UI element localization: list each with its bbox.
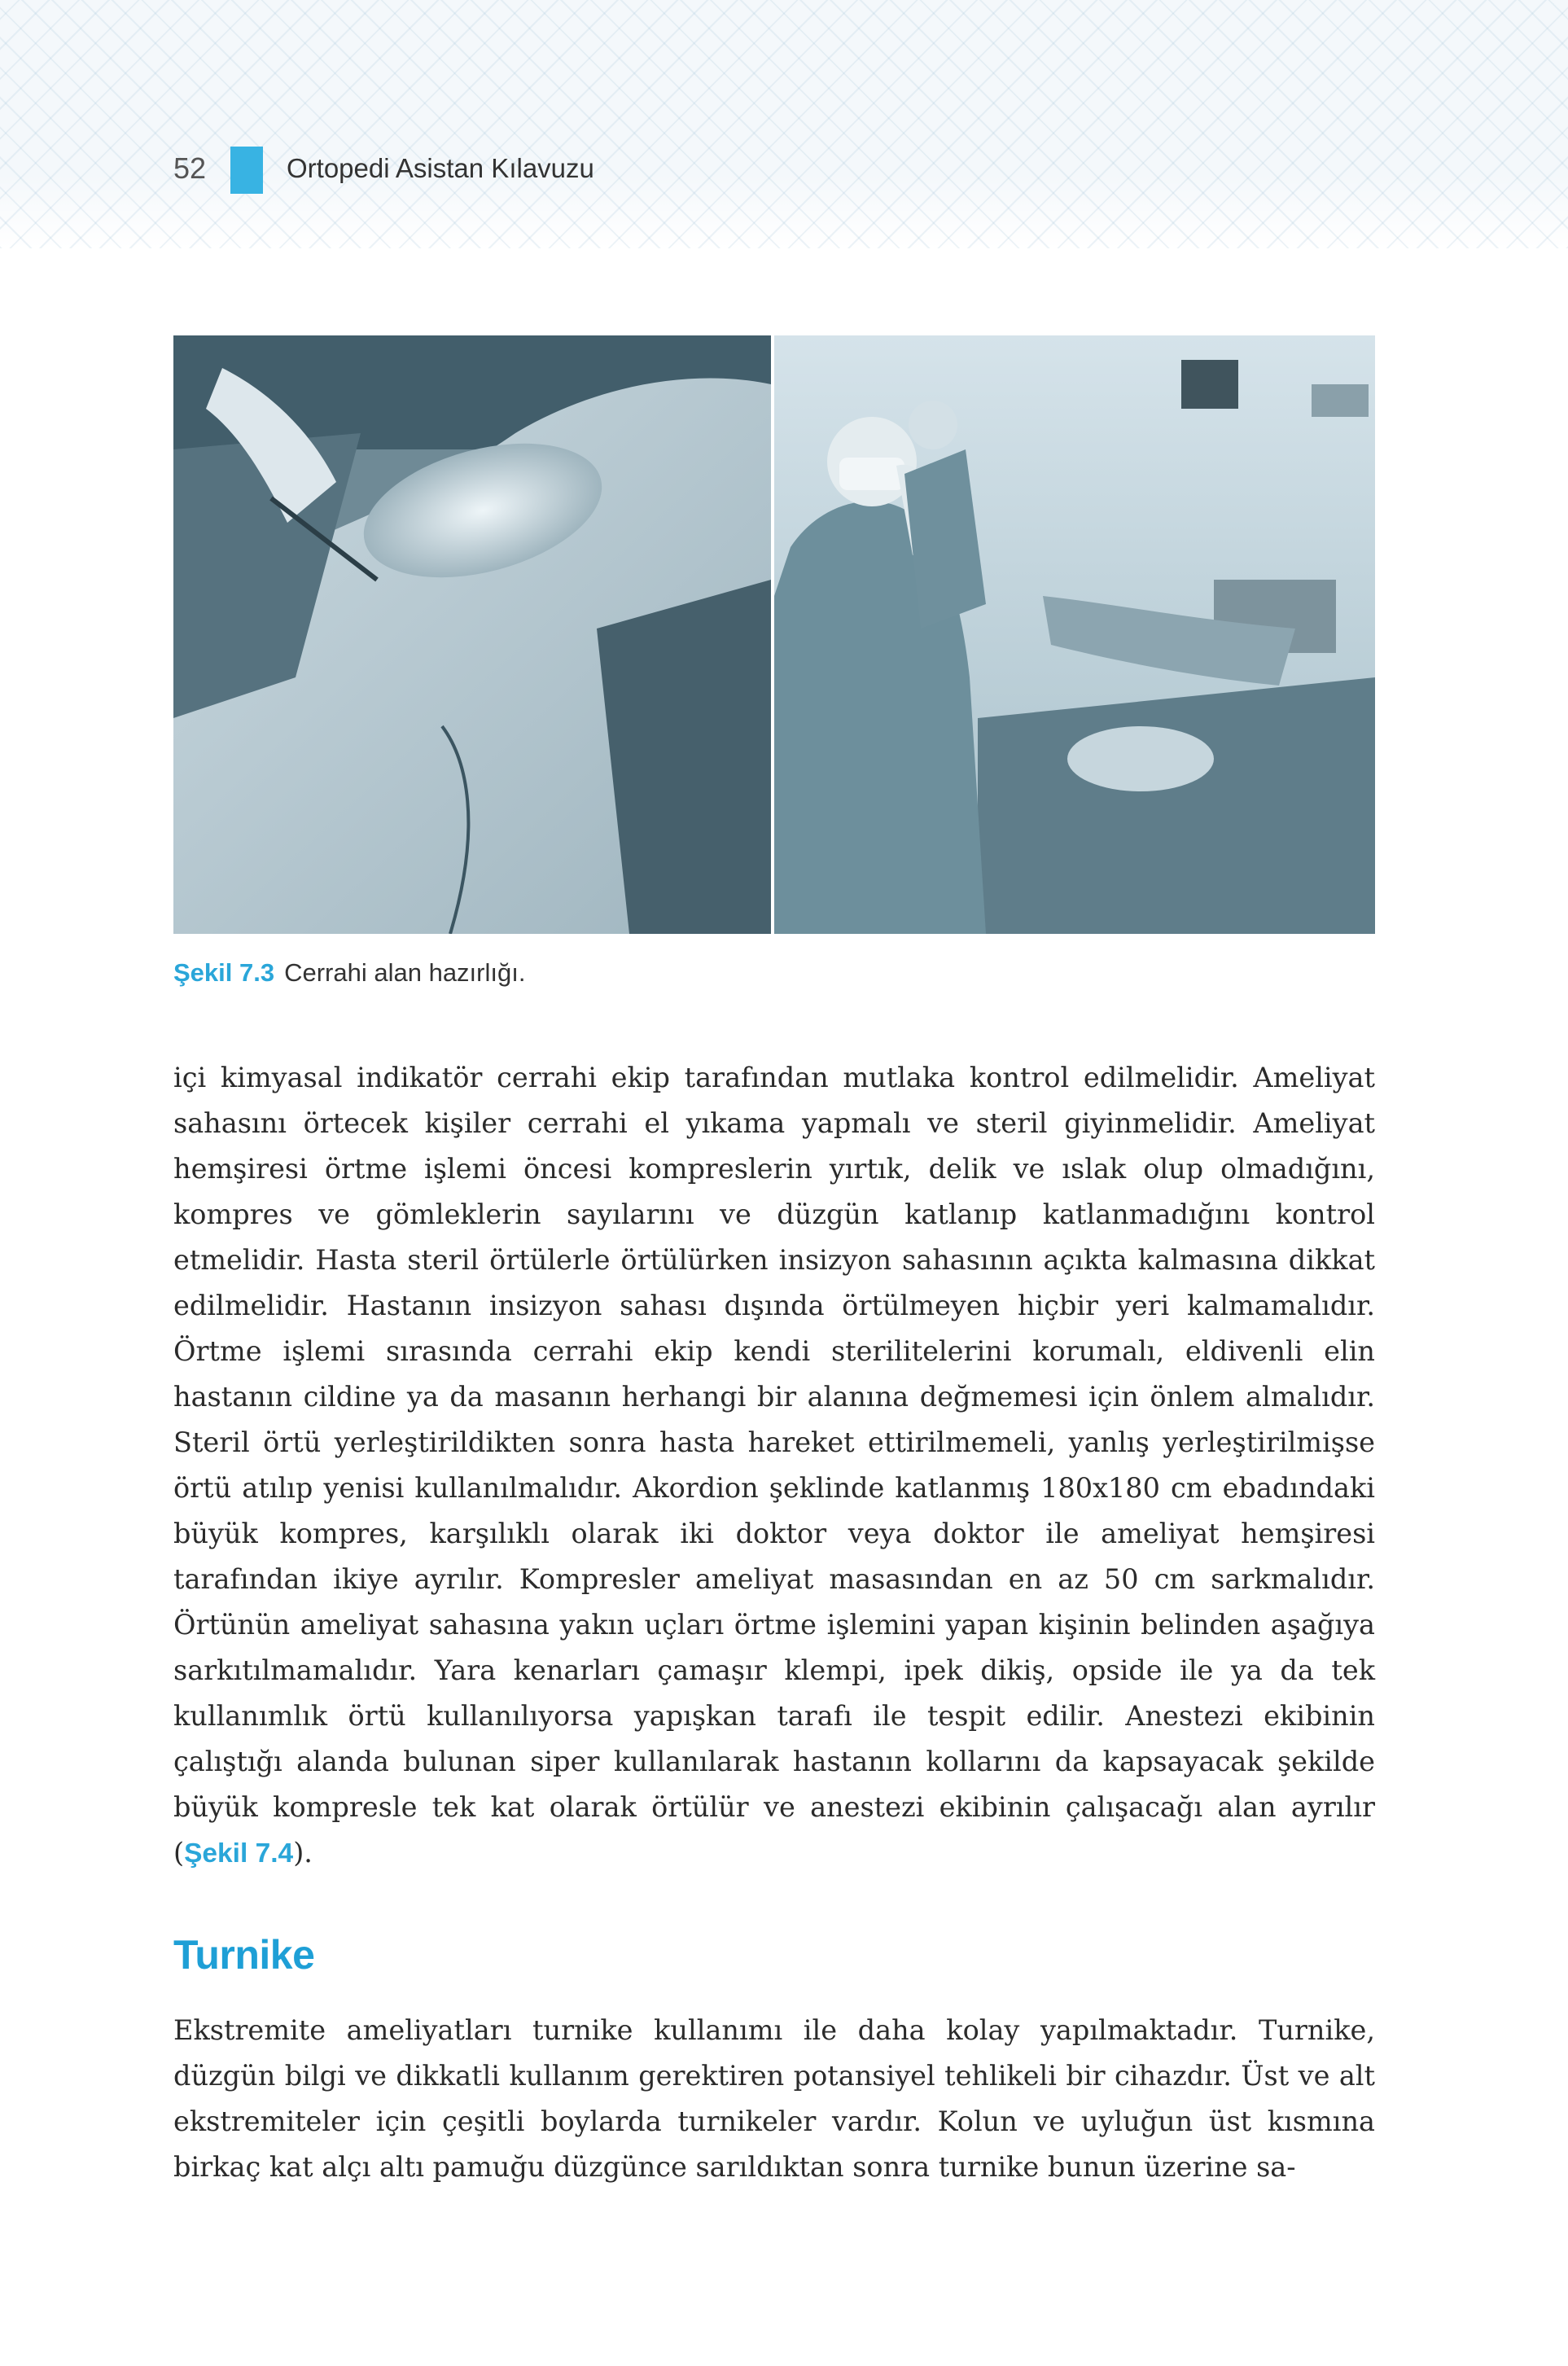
figure-photo-left bbox=[173, 335, 771, 934]
header-background bbox=[0, 0, 1568, 248]
paragraph-1-end: ). bbox=[293, 1837, 313, 1869]
page-number: 52 bbox=[173, 151, 207, 185]
figure-label: Şekil 7.3 bbox=[173, 958, 275, 987]
figure-photo-right bbox=[774, 335, 1375, 934]
header-accent-square bbox=[230, 147, 263, 194]
body-paragraph-2: Ekstremite ameliyatları turnike kullanımı ile daha kolay yapılmaktadır. Turnike, düzgün bilgi ve dikkatli kullanım gerektiren potansiyel tehlikeli bir cihazdır. Üst ve alt ekstremiteler için çeşitli boylarda turnikeler vardır. Kolun ve uyluğun üst kısmına birkaç kat alçı altı pamuğu düzgünce sarıldıktan sonra turnike bunun üzerine sa- bbox=[173, 2014, 1375, 2183]
running-title: Ortopedi Asistan Kılavuzu bbox=[287, 153, 594, 183]
paragraph-1-text: içi kimyasal indikatör cerrahi ekip tarafından mutlaka kontrol edilmelidir. Ameliyat sahasını örtecek kişiler cerrahi el yıkama yapmalı ve steril giyinmelidir. Ameliyat hemşiresi örtme işlemi öncesi kompreslerin yırtık, delik ve ıslak olup olmadığını, kompres ve gömleklerin sayılarını ve düzgün katlanıp katlanmadığını kontrol etmelidir. Hasta steril örtülerle örtülürken insizyon sahasının açıkta kalmasına dikkat edilmelidir. Hastanın insizyon sahası dışında örtülmeyen hiçbir yeri kalmamalıdır. Örtme işlemi sırasında cerrahi ekip kendi sterilitelerini korumalı, eldivenli elin hastanın cildine ya da masanın herhangi bir alanına değmemesi için önlem almalıdır. Steril örtü yerleştirildikten sonra hasta hareket ettirilmemeli, yanlış yerleştirilmişse örtü atılıp yenisi kullanılmalıdır. Akordion şeklinde katlanmış 180x180 cm ebadındaki büyük kompres, karşılıklı olarak iki doktor veya doktor ile ameliyat hemşiresi tarafından ikiye ayrılır. Kompresler ameliyat masasından en az 50 cm sarkmalıdır. Örtünün ameliyat sahasına yakın uçları örtme işlemini yapan kişinin belinden aşağıya sarkıtılmamalıdır. Yara kenarları çamaşır klempi, ipek dikiş, opside ile ya da tek kullanımlık örtü kullanılıyorsa yapışkan tarafı ile tespit edilir. Anestezi ekibinin çalıştığı alanda bulunan siper kullanılarak hastanın kollarını da kapsayacak şekilde büyük kompresle tek kat olarak örtülür ve anestezi ekibinin çalışacağı alan ayrılır ( bbox=[173, 1062, 1375, 1869]
figure-cross-reference-link[interactable]: Şekil 7.4 bbox=[184, 1838, 294, 1869]
figure-caption bbox=[173, 958, 525, 988]
figure-caption-text: Cerrahi alan hazırlığı. bbox=[284, 958, 526, 987]
body-paragraph-1 bbox=[173, 1055, 1375, 1877]
section-heading: Turnike bbox=[173, 1932, 315, 1978]
